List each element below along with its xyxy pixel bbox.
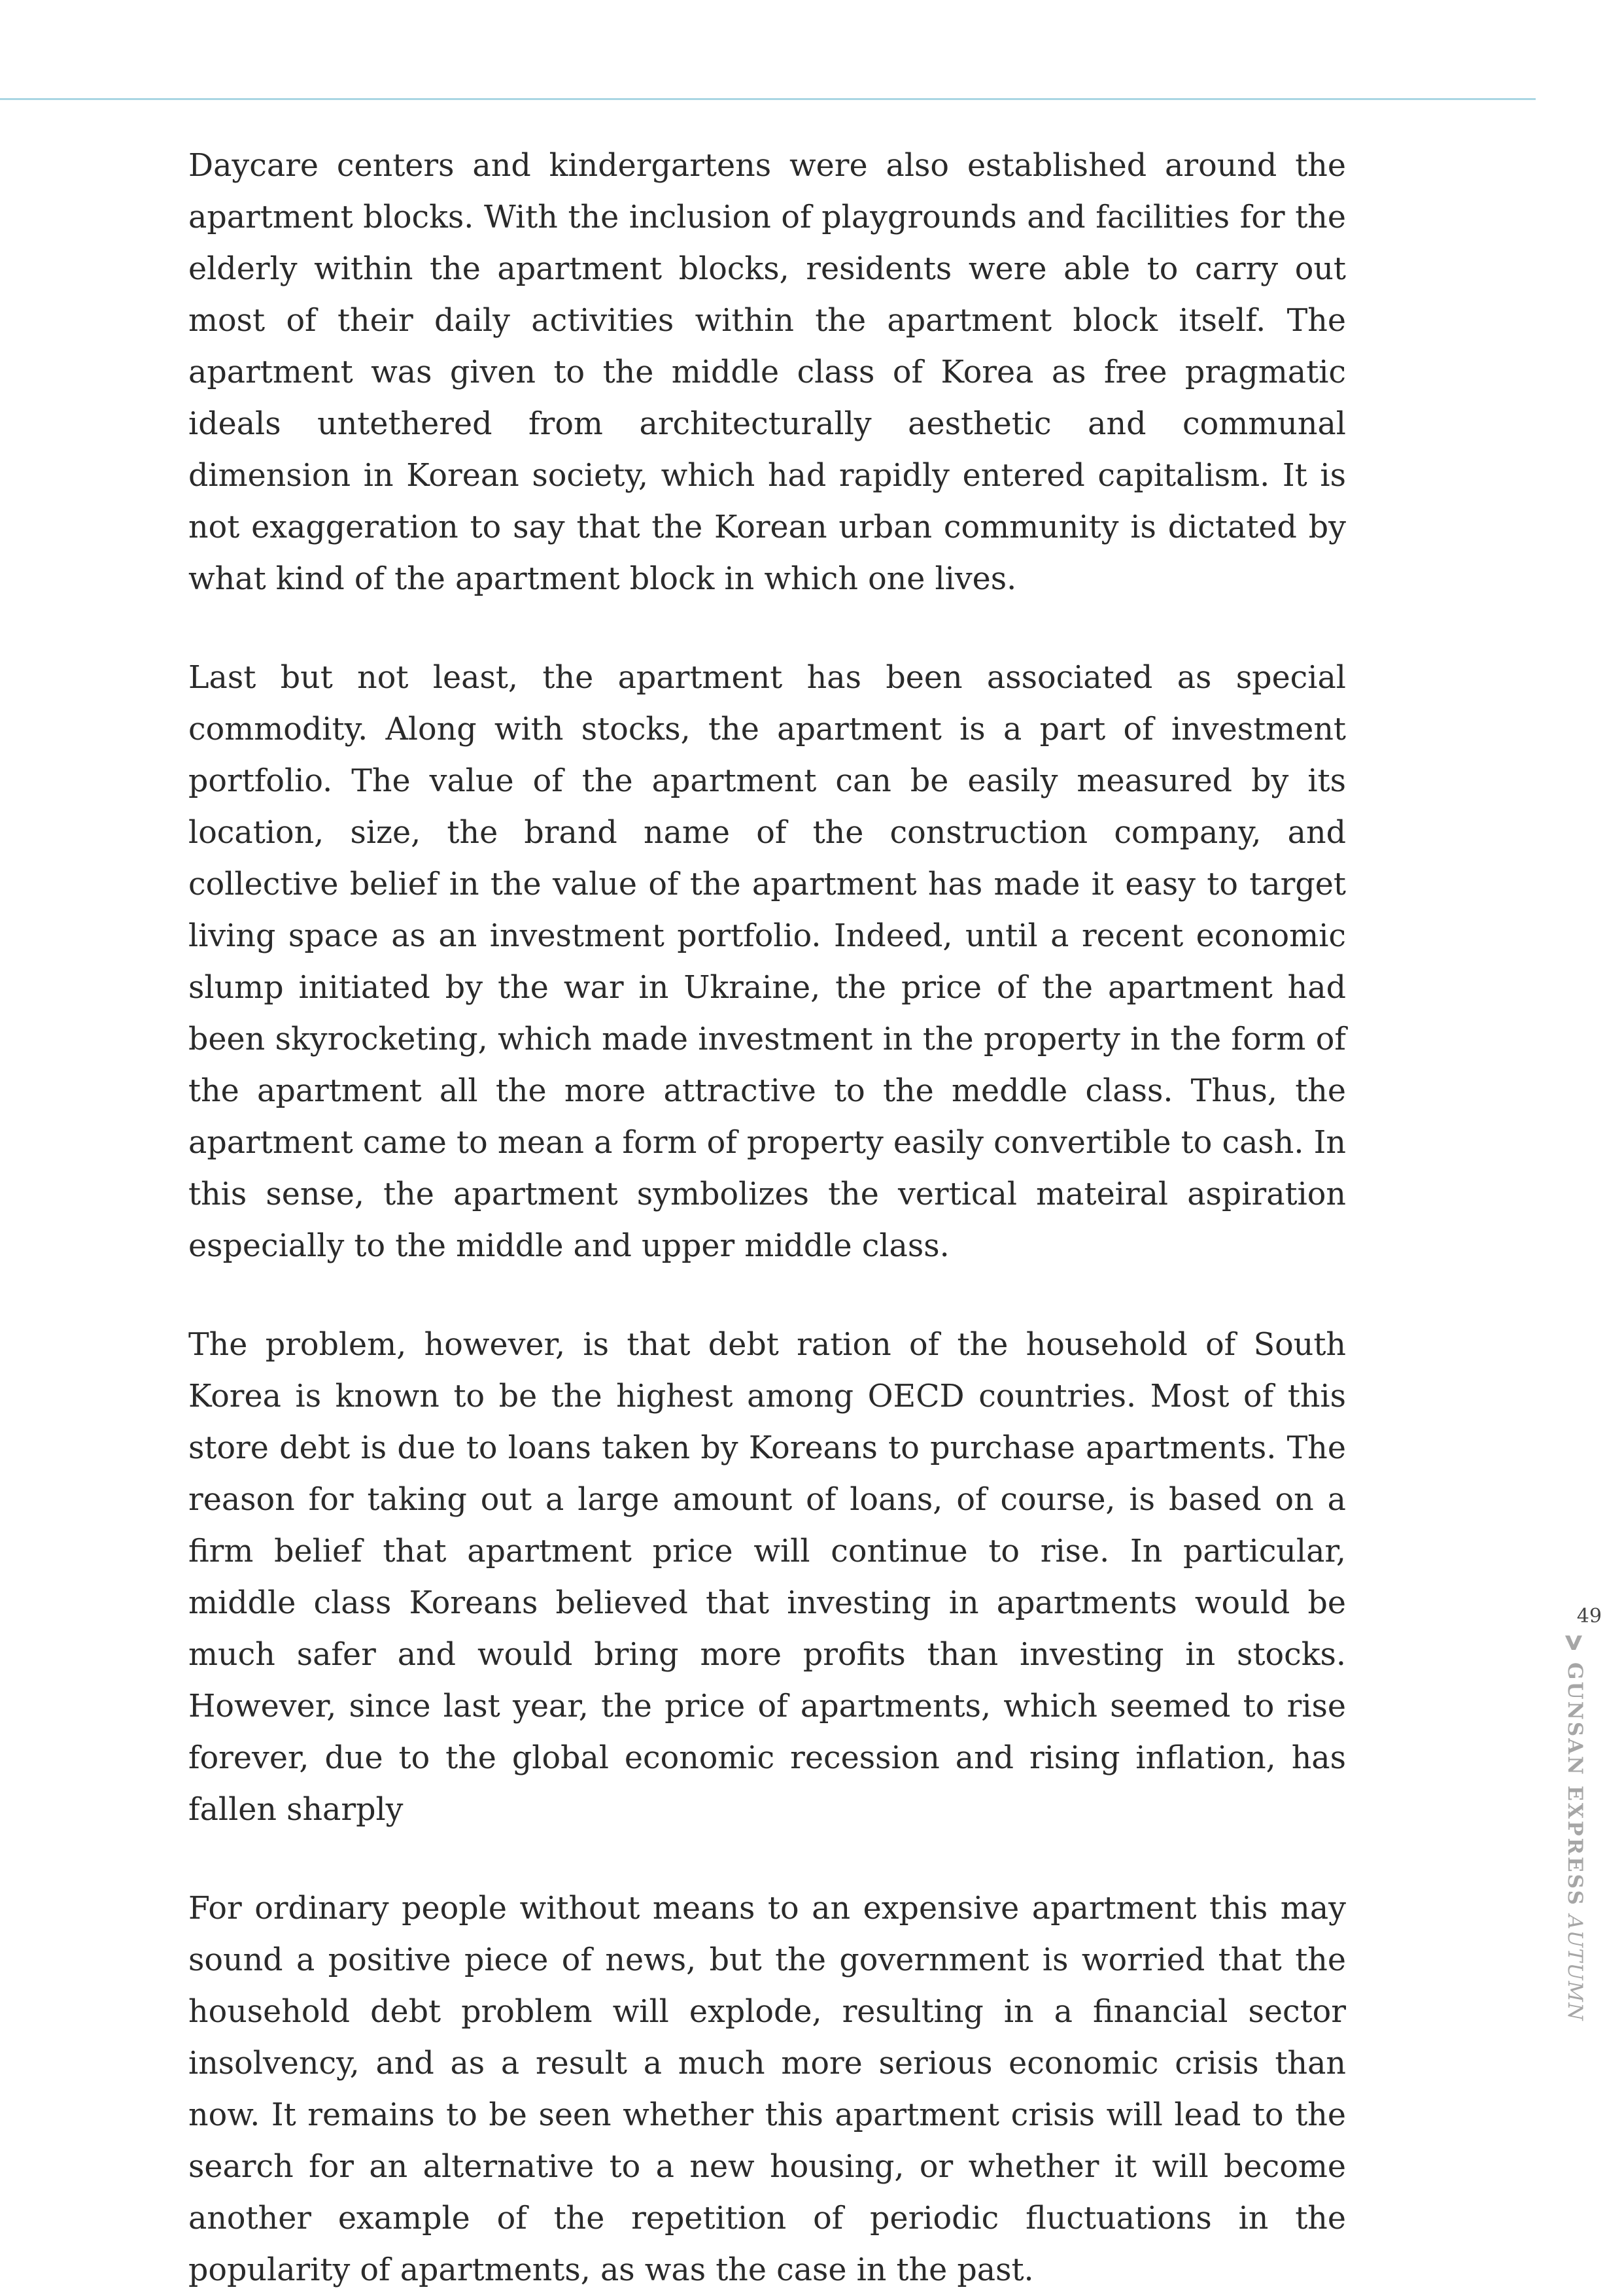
header-rule — [0, 98, 1536, 100]
publication-side-label — [1560, 1636, 1590, 2021]
paragraph-4: For ordinary people without means to an expensive apartment this may sound a positive piece of news, but the government is worried that the household debt problem will explode, resulting in a financial sector insolvency, and as a result a much more serious economic crisis than now. It remains to be seen whether this apartment crisis will lead to the search for an alternative to a new housing, or whether it will become another example of the repetition of periodic fluctuations in the popularity of apartments, as was the case in the past. — [188, 1891, 1346, 2288]
gunsan-express-logo-icon — [1564, 1632, 1584, 1660]
paragraph-1: Daycare centers and kindergartens were also established around the apartment blocks. With the inclusion of playgrounds and facilities for the elderly within the apartment blocks, residents were able to carry out most of their daily activities within the apartment block itself. The apartment was given to the middle class of Korea as free pragmatic ideals untethered from architecturally aesthetic and communal dimension in Korean society, which had rapidly entered capitalism. It is not exaggeration to say that the Korean urban community is dictated by what kind of the apartment block in which one lives. — [188, 148, 1346, 597]
paragraph-2: Last but not least, the apartment has been associated as special commodity. Along with stocks, the apartment is a part of investment portfolio. The value of the apartment can be easily measured by its location, size, the brand name of the construction company, and collective belief in the value of the apartment has made it easy to target living space as an investment portfolio. Indeed, until a recent economic slump initiated by the war in Ukraine, the price of the apartment had been skyrocketing, which made investment in the property in the form of the apartment all the more attractive to the meddle class. Thus, the apartment came to mean a form of property easily convertible to cash. In this sense, the apartment symbolizes the vertical mateiral aspiration especially to the middle and upper middle class. — [188, 660, 1346, 1264]
article-body — [188, 140, 1346, 2296]
publication-season: AUTUMN — [1563, 1914, 1587, 2022]
paragraph-3: The problem, however, is that debt ration of the household of South Korea is known to be the highest among OECD countries. Most of this store debt is due to loans taken by Koreans to purchase apartments. The reason for taking out a large amount of loans, of course, is based on a firm belief that apartment price will continue to rise. In particular, middle class Koreans believed that investing in apartments would be much safer and would bring more profits than investing in stocks. However, since last year, the price of apartments, which seemed to rise forever, due to the global economic recession and rising inflation, has fallen sharply — [188, 1327, 1346, 1828]
page-number: 49 — [1576, 1605, 1602, 1628]
publication-name: GUNSAN EXPRESS — [1563, 1662, 1587, 1907]
